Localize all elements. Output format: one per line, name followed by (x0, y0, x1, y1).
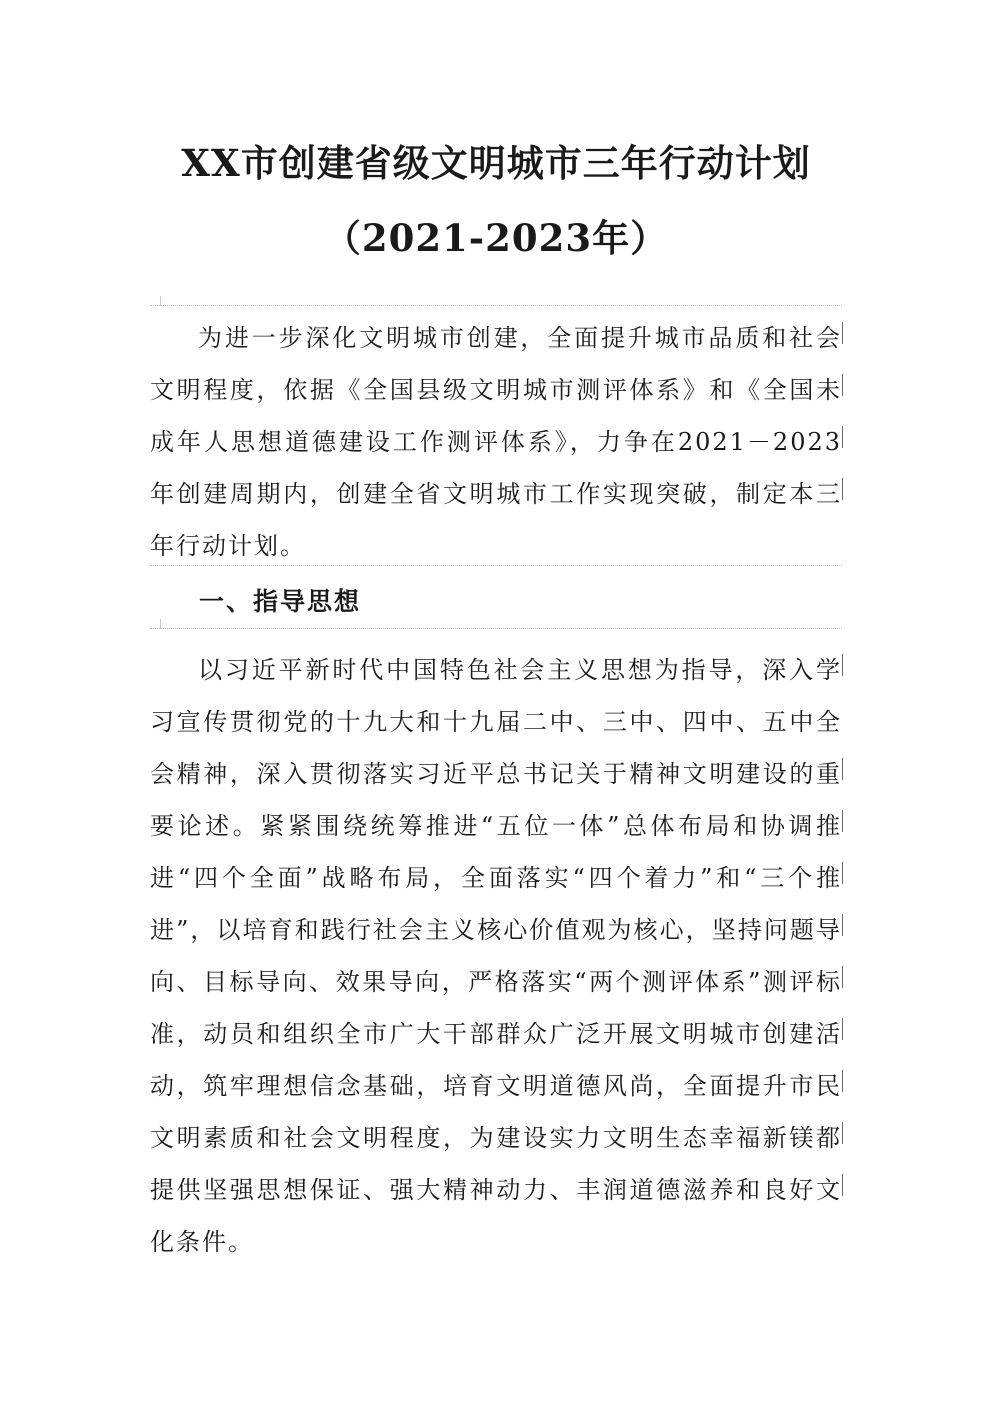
document-title: XX市创建省级文明城市三年行动计划 (181, 141, 811, 185)
line-end-mark (842, 914, 843, 936)
line-end-mark (842, 1122, 843, 1144)
line-end-mark (842, 810, 843, 832)
line-end-mark (842, 426, 843, 448)
line-end-mark (842, 374, 843, 396)
paragraph-top-rule (150, 628, 842, 629)
section-body-paragraph: 以习近平新时代中国特色社会主义思想为指导，深入学习宣传贯彻党的十九大和十九届二中、三中、四中、五中全会精神，深入贯彻落实习近平总书记关于精神文明建设的重要论述。紧紧围绕统筹推进“五位一体”总体布局和协调推进“四个全面”战略布局，全面落实“四个着力”和“三个推进”，以培育和践行社会主义核心价值观为核心，坚持问题导向、目标导向、效果导向，严格落实“两个测评体系”测评标准，动员和组织全市广大干部群众广泛开展文明城市创建活动，筑牢理想信念基础，培育文明道德风尚，全面提升市民文明素质和社会文明程度，为建设实力文明生态幸福新镁都提供坚强思想保证、强大精神动力、丰润道德滋养和良好文化条件。 (150, 656, 842, 1256)
line-end-mark (842, 1018, 843, 1040)
corner-mark (150, 296, 161, 306)
line-end-mark (842, 1174, 843, 1196)
line-end-mark (842, 654, 843, 676)
section-heading: 一、指导思想 (199, 587, 362, 616)
document-subtitle-years: （2021-2023年） (323, 216, 669, 260)
paragraph-top-rule (150, 305, 842, 306)
line-end-mark (842, 478, 843, 500)
line-end-mark (842, 758, 843, 780)
line-end-mark (842, 862, 843, 884)
paragraph-bottom-rule (150, 565, 842, 566)
line-end-mark (842, 322, 843, 344)
line-end-mark (842, 1070, 843, 1092)
intro-paragraph: 为进一步深化文明城市创建，全面提升城市品质和社会文明程度，依据《全国县级文明城市测评体系》和《全国未成年人思想道德建设工作测评体系》，力争在2021－2023年创建周期内，创建全省文明城市工作实现突破，制定本三年行动计划。 (150, 324, 842, 560)
corner-mark (150, 619, 161, 629)
line-end-mark (842, 966, 843, 988)
